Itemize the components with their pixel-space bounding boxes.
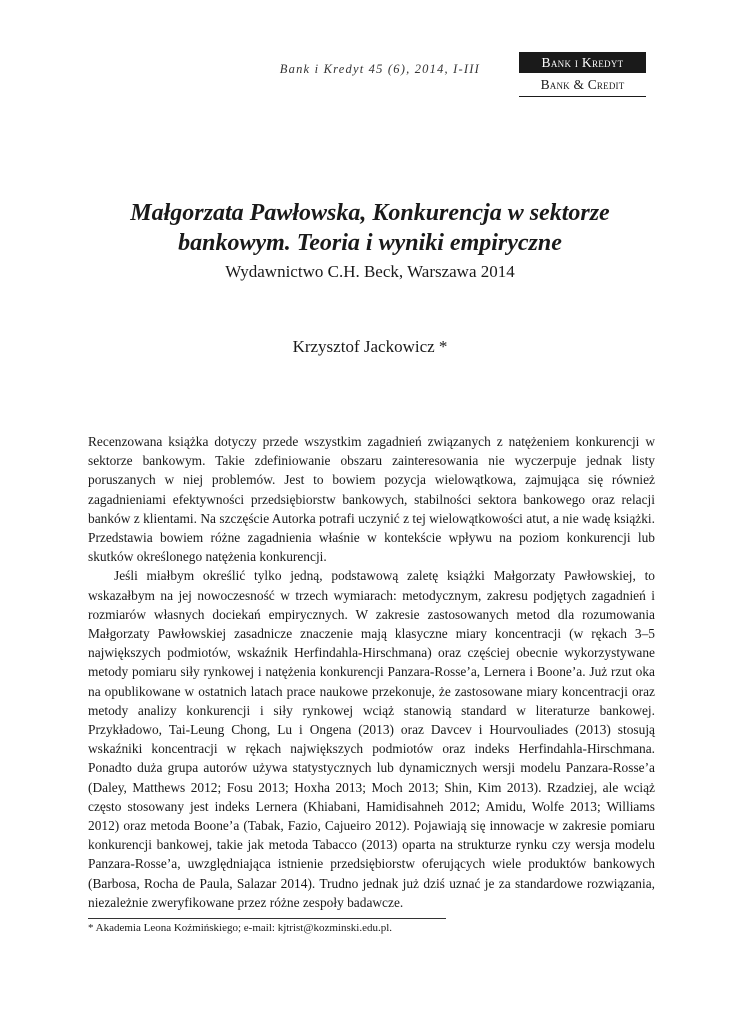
paragraph-2: Jeśli miałbym określić tylko jedną, podstawową zaletę książki Małgorzaty Pawłowskiej, to wskazałbym na jej nowoczesność w trzech wymiarach: metodycznym, zakresu podjętych zagadnień i rozmiarów własnych dociekań empirycznych. W zakresie zastosowanych metod dla rozumowania Małgorzaty Pawłowskiej zasadnicze znaczenie mają klasyczne miary koncentracji (w rękach 3–5 największych podmiotów, wskaźnik Herfindahla-Hirschmana) oraz częściej obecnie wykorzystywane metody pomiaru siły rynkowej i natężenia konkurencji Panzara-Rosse’a, Lernera i Boone’a. Już rzut oka na opublikowane w ostatnich latach prace naukowe przekonuje, że zastosowane miary koncentracji oraz metody analizy konkurencji i siły rynkowej wciąż stanowią standard w literaturze bankowej. Przykładowo, Tai-Leung Chong, Lu i Ongena (2013) oraz Davcev i Hourvouliades (2013) stosują wskaźniki koncentracji w rękach największych podmiotów oraz indeks Herfindahla-Hirschmana. Ponadto duża grupa autorów używa statystycznych lub dynamicznych wersji modelu Panzara-Rosse’a (Daley, Matthews 2012; Fosu 2013; Hoxha 2013; Moch 2013; Shin, Kim 2013). Rzadziej, ale wciąż często stosowany jest indeks Lernera (Khiabani, Hamidisahneh 2012; Amidu, Wolfe 2013; Williams 2012) oraz metoda Boone’a (Tabak, Fazio, Cajueiro 2012). Pojawiają się innowacje w zakresie pomiaru konkurencji bankowej, takie jak metoda Tabacco (2013) oparta na strukturze rynku czy wersja modelu Panzara-Rosse’a, uwzględniająca istnienie przedsiębiorstw oferujących wiele produktów bankowych (Barbosa, Rocha de Paula, Salazar 2014). Trudno jednak już dziś uznać je za standardowe rozwiązania, niezależnie zweryfikowane przez różne zespoły badawcze. (88, 568, 655, 910)
author-name: Krzysztof Jackowicz * (292, 337, 448, 356)
paragraph-1: Recenzowana książka dotyczy przede wszystkim zagadnień związanych z natężeniem konkurencji w sektorze bankowym. Takie zdefiniowanie obszaru zainteresowania nie wyczerpuje jednak listy poruszanych w niej problemów. Jest to bowiem pozycja wielowątkowa, zajmująca się również zagadnieniami efektywności przedsiębiorstw bankowych, stabilności sektora bankowego oraz relacji banków z klientami. Na szczęście Autorka potrafi uczynić z tej wielowątkowości atut, a nie wadę książki. Przedstawia bowiem różne zagadnienia właśnie w kontekście wpływu na poziom konkurencji lub skutków określonego natężenia konkurencji. (88, 434, 655, 565)
article-body (88, 432, 655, 912)
logo-bank-and-credit: Bank & Credit (519, 73, 646, 97)
article-title: Małgorzata Pawłowska, Konkurencja w sektorze bankowym. Teoria i wyniki empiryczne (130, 200, 610, 256)
publisher-line: Wydawnictwo C.H. Beck, Warszawa 2014 (225, 262, 515, 281)
journal-reference: Bank i Kredyt 45 (6), 2014, I-III (279, 62, 480, 76)
logo-bank-i-kredyt: Bank i Kredyt (519, 52, 646, 73)
journal-logo (519, 52, 646, 97)
footnote: * Akademia Leona Koźmińskiego; e-mail: kjtrist@kozminski.edu.pl. (88, 922, 393, 934)
footnote-divider (88, 918, 446, 919)
